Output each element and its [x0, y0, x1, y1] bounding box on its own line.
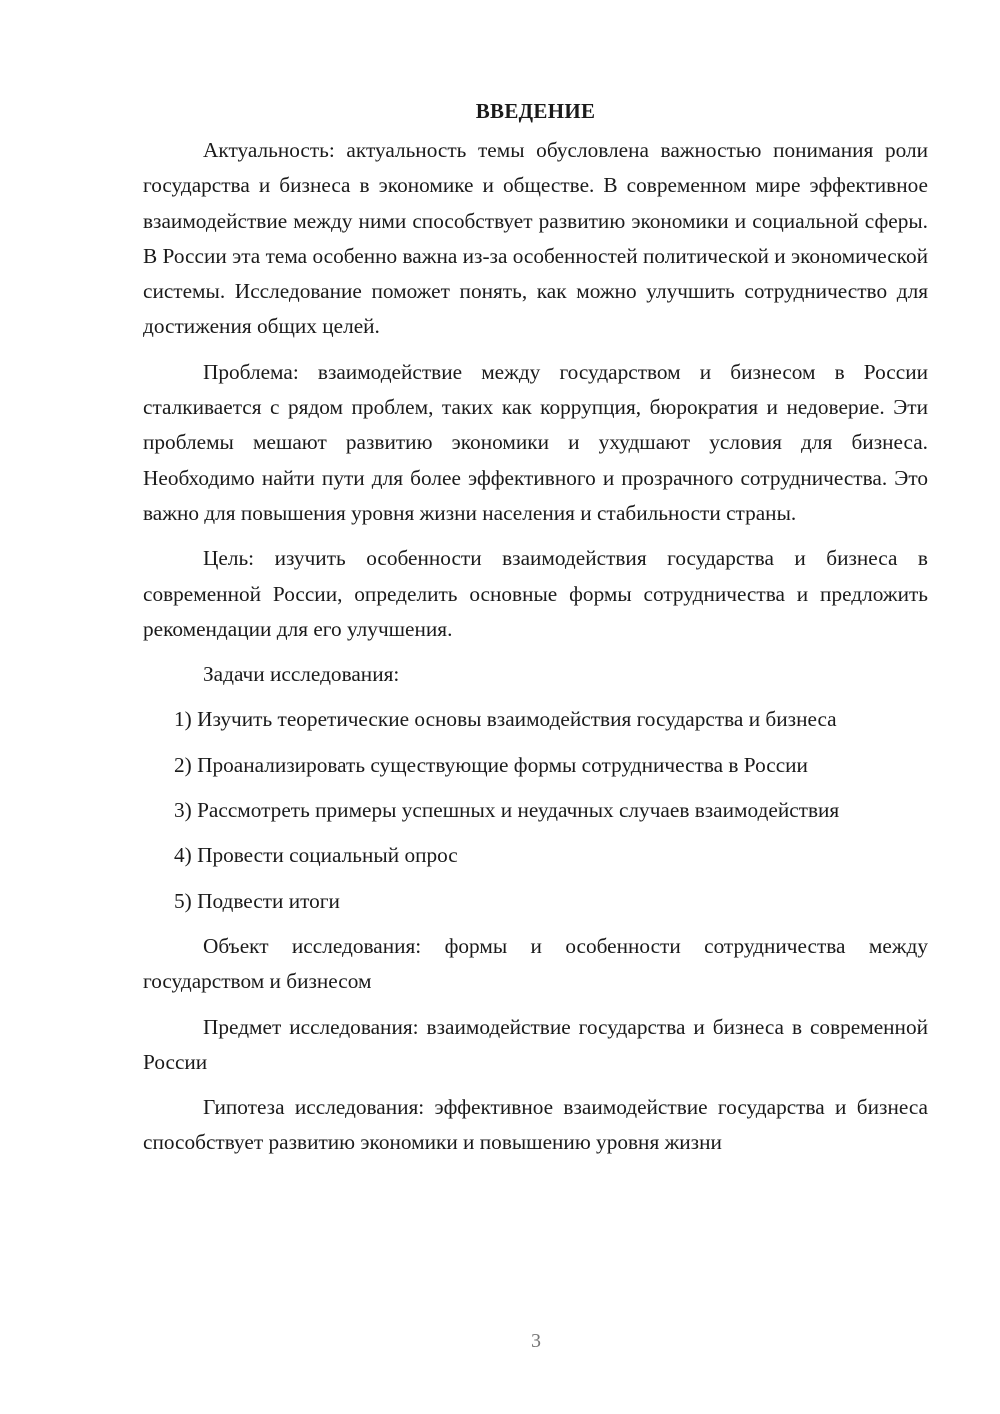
task-item-2: 2) Проанализировать существующие формы сотрудничества в России: [174, 752, 808, 777]
paragraph-problem: Проблема: взаимодействие между государством и бизнесом в России сталкивается с рядом проблем, таких как коррупция, бюрократия и недоверие. Эти проблемы мешают развитию экономики и ухудшают условия для бизнеса. Необходимо найти пути для более эффективного и прозрачного сотрудничества. Это важно для повышения уровня жизни населения и стабильности страны.: [143, 359, 928, 525]
page-content: [143, 93, 928, 1171]
paragraph-subject: Предмет исследования: взаимодействие государства и бизнеса в современной России: [143, 1014, 928, 1074]
task-item-4: 4) Провести социальный опрос: [174, 843, 458, 868]
paragraph-object: Объект исследования: формы и особенности сотрудничества между государством и бизнесом: [143, 933, 928, 994]
task-item-5: 5) Подвести итоги: [174, 888, 340, 913]
paragraph-relevance: Актуальность: актуальность темы обусловлена важностью понимания роли государства и бизнеса в экономике и обществе. В современном мире эффективное взаимодействие между ними способствует развитию экономики и социальной сферы. В России эта тема особенно важна из-за особенностей политической и экономической системы. Исследование поможет понять, как можно улучшить сотрудничество для достижения общих целей.: [143, 138, 928, 339]
task-item-1: 1) Изучить теоретические основы взаимодействия государства и бизнеса: [174, 707, 837, 732]
paragraph-goal: Цель: изучить особенности взаимодействия государства и бизнеса в современной России, определить основные формы сотрудничества и предложить рекомендации для его улучшения.: [143, 546, 928, 641]
tasks-heading: Задачи исследования:: [203, 662, 400, 687]
task-item-3: 3) Рассмотреть примеры успешных и неудачных случаев взаимодействия: [174, 798, 840, 823]
page-number: 3: [531, 1330, 541, 1352]
paragraph-hypothesis: Гипотеза исследования: эффективное взаимодействие государства и бизнеса способствует развитию экономики и повышению уровня жизни: [143, 1095, 928, 1155]
section-title: ВВЕДЕНИЕ: [475, 99, 596, 123]
